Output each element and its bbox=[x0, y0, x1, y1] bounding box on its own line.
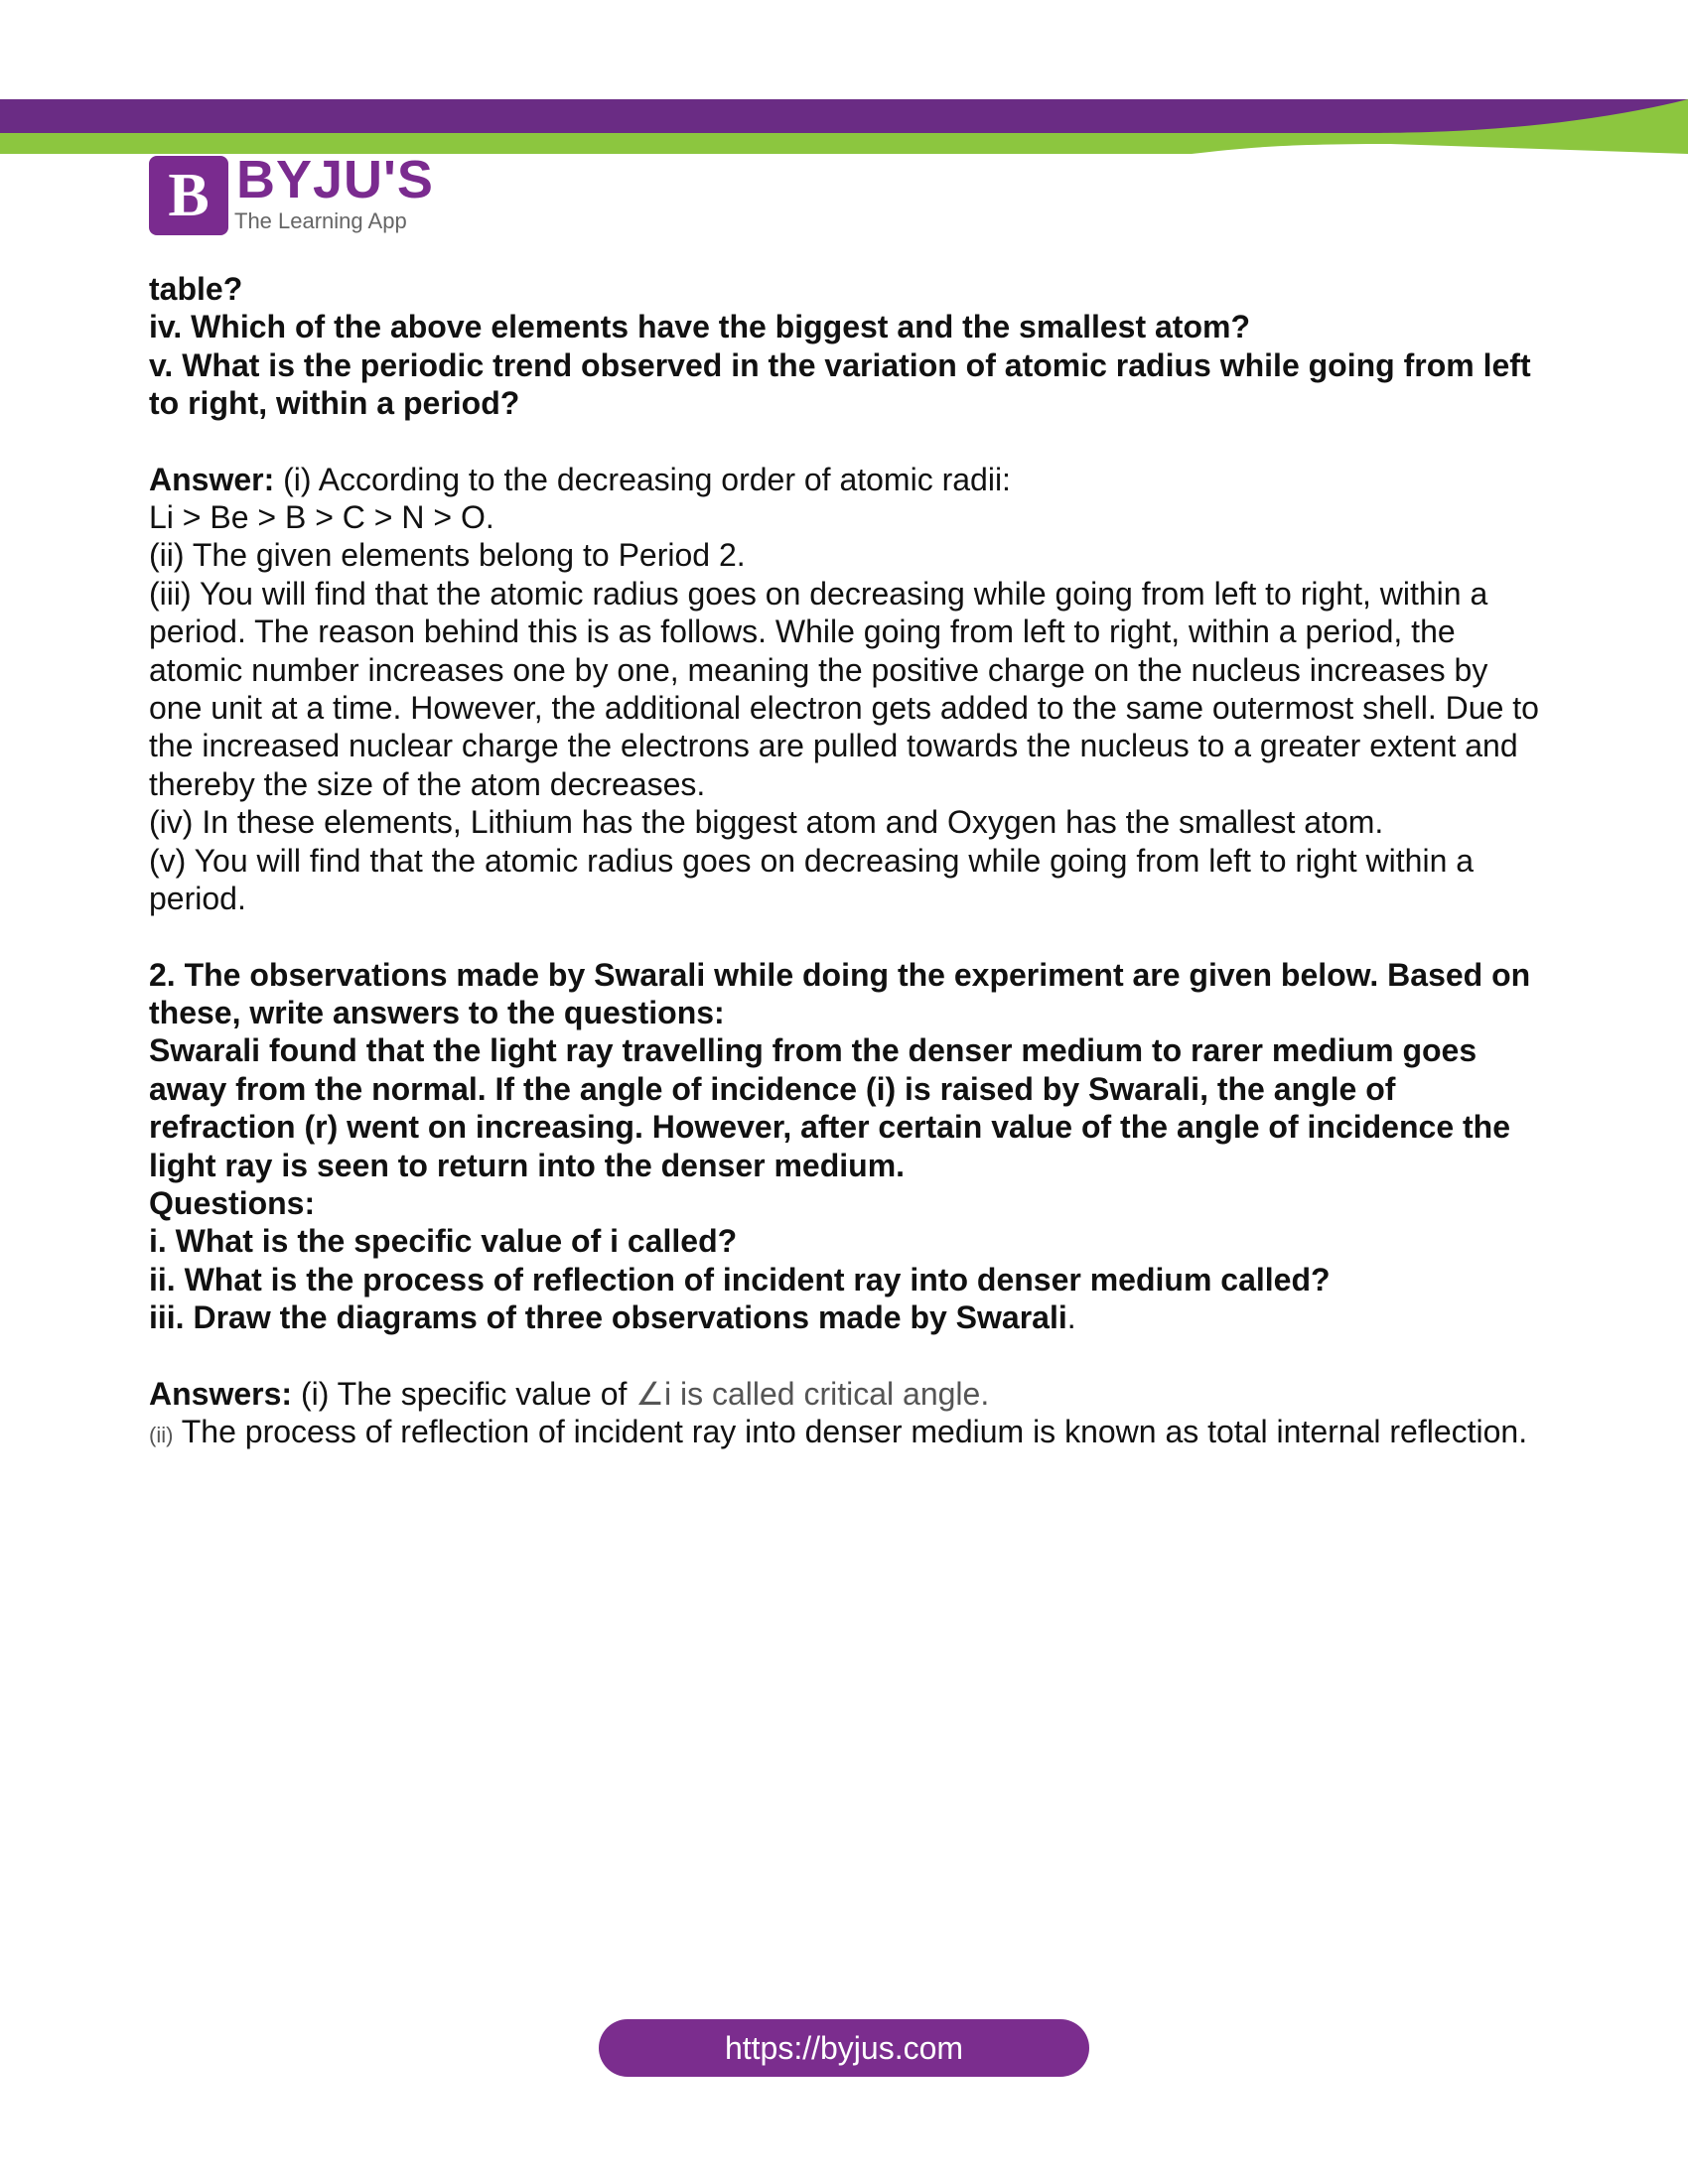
answer-2-ii-text: The process of reflection of incident ray into denser medium is known as total internal reflection. bbox=[173, 1413, 1528, 1449]
question-2-iii bbox=[149, 1298, 1539, 1336]
spacer bbox=[149, 1337, 1539, 1375]
answers-label: Answers: bbox=[149, 1375, 293, 1412]
answer-1-iv: (iv) In these elements, Lithium has the biggest atom and Oxygen has the smallest atom. bbox=[149, 804, 1384, 841]
answer-1-iii: (iii) You will find that the atomic radius goes on decreasing while going from left to right, within a period. The reason behind this is as follows. While going from left to right, within a period, the atomic number increases one by one, meaning the positive charge on the nucleus increases by one unit at a time. However, the additional electron gets added to the same outermost shell. Due to the increased nuclear charge the electrons are pulled towards the nucleus to a greater extent and thereby the size of the atom decreases. bbox=[149, 575, 1539, 802]
answer-1-order: Li > Be > B > C > N > O. bbox=[149, 499, 494, 536]
answer-2-i bbox=[149, 1375, 1539, 1413]
question-2-text: Swarali found that the light ray travelling from the denser medium to rarer medium goes away from the normal. If the angle of incidence (i) is raised by Swarali, the angle of refraction (r) went on increasing. However, after certain value of the angle of incidence the light ray is seen to return into the denser medium. bbox=[149, 1032, 1510, 1183]
logo-letter: B bbox=[168, 162, 210, 229]
question-continuation: table? bbox=[149, 271, 243, 307]
brand-name: BYJU'S bbox=[236, 150, 434, 209]
questions-label: Questions: bbox=[149, 1184, 316, 1221]
footer-url-link[interactable]: https://byjus.com bbox=[599, 2019, 1089, 2077]
byjus-logo bbox=[149, 150, 447, 239]
question-2-intro: 2. The observations made by Swarali while doing the experiment are given below. Based on these, write answers to the questions: bbox=[149, 956, 1531, 1030]
question-2-ii: ii. What is the process of reflection of incident ray into denser medium called? bbox=[149, 1261, 1331, 1297]
question-iv: iv. Which of the above elements have the biggest and the smallest atom? bbox=[149, 309, 1250, 345]
answer-2-ii bbox=[149, 1413, 1539, 1454]
question-2-iii-end: . bbox=[1066, 1299, 1076, 1336]
answer-2-ii-num: (ii) bbox=[149, 1422, 174, 1447]
answer-1-i bbox=[149, 461, 1539, 498]
spacer bbox=[149, 423, 1539, 461]
answer-1-ii: (ii) The given elements belong to Period 2. bbox=[149, 537, 746, 574]
question-2-i: i. What is the specific value of i called? bbox=[149, 1223, 738, 1260]
answer-1-i-text: (i) According to the decreasing order of atomic radii: bbox=[274, 461, 1011, 497]
answer-2-i-text-b: ∠i is called critical angle. bbox=[635, 1375, 990, 1412]
answer-2-i-text-a: (i) The specific value of bbox=[292, 1375, 636, 1412]
spacer bbox=[149, 918, 1539, 956]
question-2-iii-text: iii. Draw the diagrams of three observations made by Swarali bbox=[149, 1299, 1067, 1336]
document-content bbox=[149, 270, 1539, 1454]
question-v: v. What is the periodic trend observed in the variation of atomic radius while going from left to right, within a period? bbox=[149, 346, 1531, 422]
brand-tagline: The Learning App bbox=[234, 208, 407, 233]
answer-1-v: (v) You will find that the atomic radius goes on decreasing while going from left to right within a period. bbox=[149, 842, 1475, 917]
answer-label: Answer: bbox=[149, 461, 275, 497]
header-band bbox=[0, 0, 1688, 169]
